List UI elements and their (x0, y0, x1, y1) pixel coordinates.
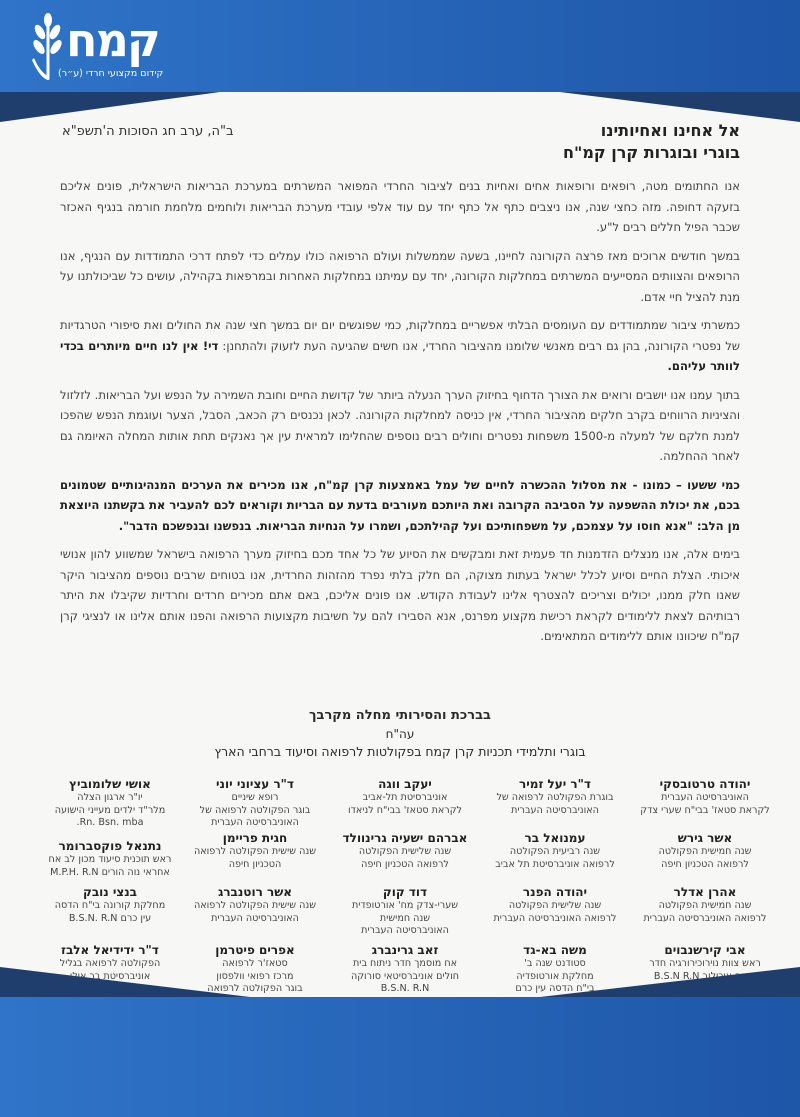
signatory-name: אברהם ישעיה גרינוולד (342, 831, 468, 845)
signatory-title: הפקולטה לרפואה בגליל (59, 958, 161, 969)
decor-corner (540, 967, 800, 997)
signatory (180, 830, 330, 871)
signatory-title: שנה חמישית (379, 912, 431, 924)
signatory (180, 884, 330, 925)
signatory (630, 830, 780, 871)
signatory-title: חולים אוניברסיטאי סורוקה (350, 970, 459, 982)
signatory-title: הטכניון חיפה (228, 858, 282, 870)
signatory-title: לרפואה האוניברסיטה העברית (643, 912, 767, 924)
signatory-title: מחלקת אורטופדיה (516, 970, 594, 982)
signatory-name: ד"ר יעל זמיר (519, 777, 591, 791)
signatory-title: רופא שיניים (231, 792, 279, 803)
logo-wordmark: קמח (66, 13, 159, 67)
paragraph-5: כמי ששעו – כמונו - את מסלול ההכשרה לחיים של עמל באמצעות קרן קמ"ח, אנו מכירים את הערכים המנהיגותיים שטמונים בכם, את יכולת ההשפעה על הסביבה הקרובה ואת היותכם מעורבים בדעת עם הבריות וקוראים לכם להעביר את בקשתנו היוצאת מן הלב: "אנא חוסו על עצמכם, על משפחותיכם ועל קהילתכם, ושמרו על הנחיות הבריאות. בנפשנו ובנפשכם הדבר". (60, 477, 740, 533)
signatory-title: אח מוסמך חדר ניתוח בית (353, 958, 457, 969)
signatory-title: Rn. Bsn. mba. (76, 817, 144, 828)
signatory (480, 884, 630, 925)
signatory-name: משה בא-גד (523, 943, 587, 957)
signatory-name: אושי שלומוביץ (69, 777, 151, 791)
signatory-title: מלר"ד ילדים מעייני הישועה (54, 804, 166, 816)
signatory-name: זאב גרינברג (371, 943, 439, 957)
signatory-title: סטודנט שנה ב' (524, 958, 586, 969)
header-banner (0, 0, 800, 92)
signatory-title: אוניברסיטת בר אילן (69, 970, 151, 982)
signatory-title: לרפואה אוניברסיטת תל אביב (495, 858, 615, 870)
paragraph-1: אנו החתומים מטה, רופאים ורופאות אחים ואחיות בנים לציבור החרדי המפואר המשרתים במערכת הבריאות הישראלית, פונים אליכם בזעקה דחופה. מזה כחצי שנה, אנו ניצבים כתף אל כתף יחד עם עוד אלפי עובדי מערכת הבריאות ולוחמים מלחמת חורמה בנגיף האכזר שכבר הפיל חללים רבים ל"ע. (60, 179, 740, 234)
signatory-title: שנה שישית הפקולטה לרפואה (193, 846, 317, 857)
signatory-name: דוד קוק (382, 885, 428, 899)
signatory-title: האוניברסיטה העברית (211, 817, 299, 828)
footer-banner (0, 997, 800, 1117)
paragraph-3-emphasis: די! אין לנו חיים מיותרים בכדי לוותר עליהם. (60, 338, 740, 373)
signatory-name: יהודה הפנר (522, 885, 588, 899)
signatory-title: ניתוח איכילוב B.S.N R.N (653, 970, 757, 982)
paragraph-6: בימים אלה, אנו מנצלים הזדמנות חד פעמית זאת ומבקשים את הסיוע של כל אחד מכם בחיזוק מערך הרפואה בישראל שמשווע להון אנושי איכותי. הצלת החיים וסיוע לכלל ישראל בעתות מצוקה, הם חלק בלתי נפרד מהזהות החרדית, אנו בטוחים שרבים נוספים מהציבור היקר שאנו חלק ממנו, יכולים וצריכים להצטרף אלינו לעבודת הקודש. אנו פונים אליכם, באם אתם מכירים חרדים וחרדיות שקיבלו את היתר רבותיהם לצאת ללימודים לקראת רכישת מקצוע מפרנס, אנא הסבירו להם על חשיבות מקצועות הרפואה והפנו אותם אלינו או לנציגי קרן קמ"ח שיכוונו אותם ללימודים המתאימים. (60, 547, 740, 643)
signatory-title: בי"ח הדסה עין כרם (515, 983, 595, 994)
signatory (630, 884, 780, 925)
signatory (35, 884, 185, 925)
signatory-title: לרפואה הטכניון חיפה (361, 858, 449, 870)
letter-date: ב"ה, ערב חג הסוכות ה'תשפ"א (62, 124, 234, 139)
signatory-name: אהרן אדלר (673, 885, 737, 899)
signatory-title: שנה רביעית הפקולטה (509, 846, 601, 857)
signatory-title: האוניברסיטה העברית (361, 925, 449, 936)
signatory (35, 838, 185, 879)
signatory-title: בוגר הפקולטה לרפואה של (199, 804, 311, 816)
signatory-title: ראש צוות נוירוכירורגיה חדר (649, 958, 761, 969)
signatory-title: לקראת סטאז' בבי"ח שערי צדק (640, 804, 770, 816)
signatory-title: אחראי נוה הורים M.P.H. R.N (50, 866, 170, 878)
logo-tagline: קידום מקצועי חרדי (ע״ר) (58, 68, 164, 79)
signatory-title: יו"ר ארגון הצלה (77, 792, 143, 803)
blessing-line-3: בוגרי ותלמידי תכניות קרן קמח בפקולטות לרפואה וסיעוד ברחבי הארץ (214, 744, 586, 759)
signatory-name: בנצי נובק (82, 885, 137, 899)
blessing-block (60, 706, 740, 761)
paragraph-2: במשך חודשים ארוכים מאז פרצה הקורונה לחיינו, בשעה שממשלות ועולם הרפואה כולו עמלים כדי לפתח דרכי התמודדות עם הנגיף, אנו הרופאים והצוותים המסייעים המשרתים במחלקות הקורונה, יחד עם עמיתנו במחלקות האחרות ובמרפאות בקהילה, עושים כל שביכולתנו על מנת להציל חיי אדם. (60, 248, 740, 304)
signatory-title: שנה שלישית הפקולטה (358, 846, 452, 857)
kemach-logo (18, 6, 178, 86)
signatory-title: שערי-צדק מח' אורטופדית (351, 900, 459, 911)
signatory-name: אבי קירשנבוים (664, 943, 746, 957)
signatory-name: חגית פריימן (222, 831, 288, 845)
signatory-name: ד"ר עציוני יוני (216, 777, 294, 791)
signatory (480, 776, 630, 817)
signatory-title: בוגרת הפקולטה לרפואה של (496, 792, 614, 803)
paragraph-3-text: כמשרתי ציבור שמתמודדים עם העומסים הבלתי אפשריים במחלקות, כמי שפוגשים יום יום במשך חצי שנה את החולים ואת סיפורי הטרגדיות של נפטרי הקורונה, בהן גם רבים מאנשי שלומנו מהציבור החרדי, אנו חשים שהגיעה העת לזעוק ולהתחנן: (60, 318, 741, 353)
signatory-title: בית החולים "העמק" (68, 983, 152, 994)
signatory-name: נתנאל פוקסברומר (58, 839, 162, 853)
signatory-title: מרכז רפואי וולפסון (216, 970, 294, 982)
paragraph-3 (60, 315, 740, 377)
signatory-title: לרפואה האוניברסיטה העברית (493, 912, 617, 924)
signatory-title: מחלקת קורונה בי"ח הדסה (54, 900, 166, 911)
signatory-title: ראש תוכנית סיעוד מכון לב אח (48, 854, 172, 865)
signatory (630, 776, 780, 817)
signatory-title: שנה חמישית הפקולטה (658, 900, 752, 911)
signatory (330, 884, 480, 938)
greeting-line-1: אל אחינו ואחיותינו (600, 121, 740, 140)
blessing-line-2: עה"ח (385, 727, 415, 741)
signatory-title: האוניברסיטה העברית (211, 912, 299, 924)
signatory-name: אשר גירש (677, 831, 733, 845)
decor-corner (560, 92, 800, 122)
signatory-name: יעקב ווגה (378, 777, 432, 791)
signatory (180, 776, 330, 830)
signatory-title: שנה שישית הפקולטה לרפואה (193, 900, 317, 911)
signatory-title: שנה שלישית הפקולטה (508, 900, 602, 911)
greeting-line-2: בוגרי ובוגרות קרן קמ"ח (563, 143, 740, 162)
signatory (480, 830, 630, 871)
signatory-title: האוניברסיטה העברית (511, 804, 599, 816)
signatory-name: אפרים פיטרמן (215, 943, 295, 957)
signatory (35, 776, 185, 830)
signatory-title: עין כרם B.S.N. R.N (68, 912, 152, 924)
signatory-title: B.S.N. R.N (380, 983, 430, 994)
signatory (330, 830, 480, 871)
signatory-title: לרפואה הטכניון חיפה (661, 858, 749, 870)
signatory-title: שנה חמישית הפקולטה (658, 846, 752, 857)
decor-corner (0, 92, 220, 122)
signatory (330, 776, 480, 817)
decor-corner (0, 967, 250, 997)
signatory-title: לקראת סטאז' בבי"ח לניאדו (348, 804, 462, 816)
signatory-name: עמנואל בר (524, 831, 586, 845)
signatory-name: יהודה טרטובסקי (659, 777, 751, 791)
signatory-title: בוגר הפקולטה לרפואה (207, 983, 303, 994)
blessing-line-1: בברכת והסירותי מחלה מקרבך (309, 708, 491, 723)
signatory (330, 942, 480, 996)
signatory-name: ד"ר ידידיאל אלבז (61, 943, 159, 957)
signatory-title: אוניברסיטת תל-אביב (362, 792, 448, 803)
letter-body (60, 120, 740, 647)
signatory-title: האוניברסיטה העברית (661, 792, 749, 803)
paragraph-4: בתוך עמנו אנו יושבים ורואים את הצורך הדחוף בחיזוק הערך הנעלה ביותר של קדושת החיים וחובת השמירה על הנפש ועל הבריאות. לזלזול והציניות הרווחים בקרב חלקים מהציבור החרדי, אין כניסה למחלקות הקורונה. לכאן נכנסים רק הכאב, הסבל, הצער ועוגמת הנפש שהפכו למנת חלקם של למעלה מ-1500 משפחות נפטרים וחולים רבים נוספים שהחלימו למראית עין אך נאנקים תחת אותות המחלה האיומה גם לאחר ההחלמה. (60, 387, 740, 463)
signatory-name: אשר רוטנברג (217, 885, 293, 899)
signatory-title: סטאז'ר לרפואה (222, 958, 288, 969)
